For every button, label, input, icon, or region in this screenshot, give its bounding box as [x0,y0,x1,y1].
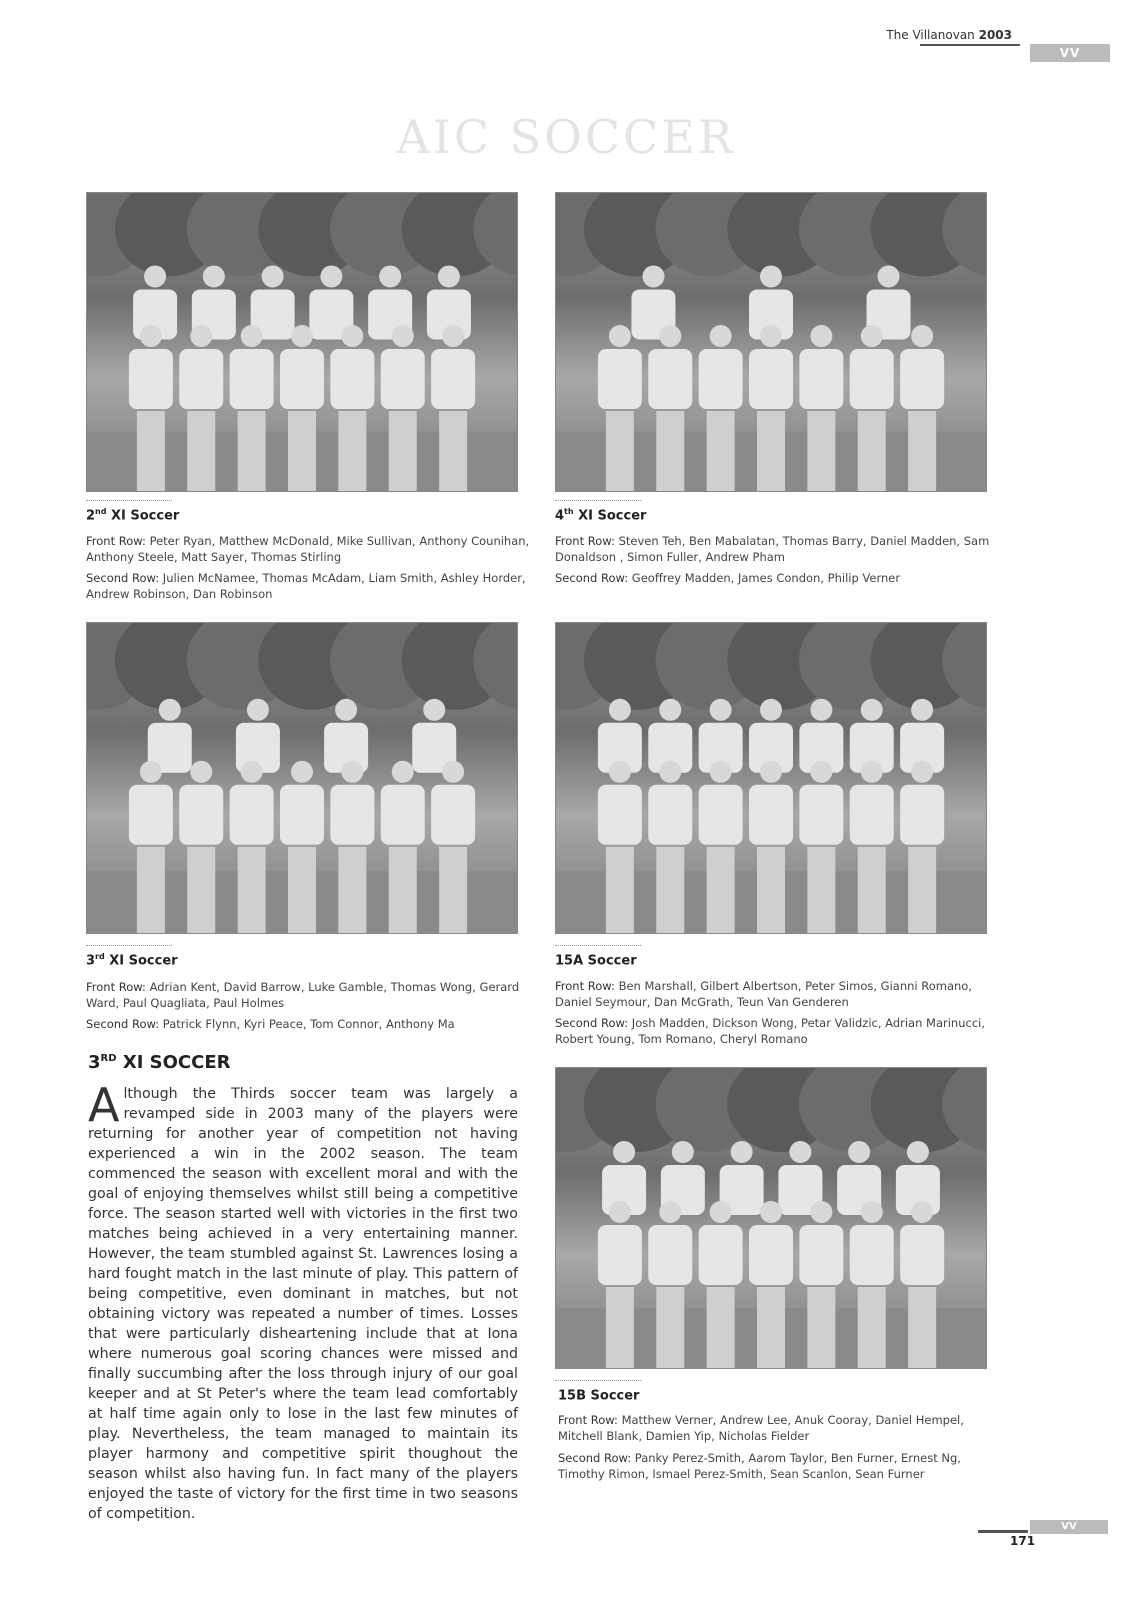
article-text: lthough the Thirds soccer team was largely a revamped side in 2003 many of the players were returning for another year of competition not having experienced a win in the 2002 season. The team commenced the season with excellent moral and with the goal of enjoying themselves whilst still being a competitive force. The season started well with victories in the first two matches being achieved in a very entertaining manner. However, the team stumbled against St. Lawrences losing a hard fought match in the last minute of play. This pattern of being competitive, even dominant in matches, but not obtaining victory was repeated a number of times. Losses that were particularly disheartening include that at Iona where numerous goal scoring chances were missed and finally succumbing after the loss through injury of our goal keeper and at St Peter's where the team lead comfortably at half time again only to lose in the last few minutes of play. Nevertheless, the team managed to maintain its player harmony and competitive spirit thoughout the season whilst also having fun. In fact many of the players enjoyed the taste of victory for the first time in two seasons of competition. [88,1086,518,1522]
team-photo-2nd-xi [86,192,518,492]
footer-rule [978,1530,1028,1533]
page-number: 171 [1010,1534,1036,1548]
caption-second-row-3rd-xi: Second Row: Patrick Flynn, Kyri Peace, Tom Connor, Anthony Ma [86,1017,455,1031]
caption-rule [555,1380,641,1381]
caption-front-row-15a: Front Row: Ben Marshall, Gilbert Albertson, Peter Simos, Gianni Romano, Daniel Seymour, Dan McGrath, Teun Van Genderen [555,979,972,1009]
header-rule [920,44,1020,46]
caption-second-row-15b: Second Row: Panky Perez-Smith, Aarom Taylor, Ben Furner, Ernest Ng, Timothy Rimon, Ismael Perez-Smith, Sean Scanlon, Sean Furner [558,1451,961,1481]
caption-front-row-4th-xi: Front Row: Steven Teh, Ben Mabalatan, Thomas Barry, Daniel Madden, Sam Donaldson , Simon Fuller, Andrew Pham [555,534,990,564]
footer-logo: VV [1030,1520,1108,1534]
caption-rule [86,500,172,501]
caption-second-row-4th-xi: Second Row: Geoffrey Madden, James Condon, Philip Verner [555,571,901,585]
caption-title-15a: 15A Soccer [555,953,637,969]
team-photo-15a [555,622,987,934]
villanova-logo: VV [1030,44,1110,62]
caption-front-row-3rd-xi: Front Row: Adrian Kent, David Barrow, Luke Gamble, Thomas Wong, Gerard Ward, Paul Quagliata, Paul Holmes [86,980,520,1010]
caption-title-15b: 15B Soccer [558,1388,640,1404]
caption-front-row-15b: Front Row: Matthew Verner, Andrew Lee, Anuk Cooray, Daniel Hempel, Mitchell Blank, Damien Yip, Nicholas Fielder [558,1413,964,1443]
caption-rule [555,945,641,946]
publication-header: The Villanovan 2003 [886,28,1012,42]
caption-rule [555,500,641,501]
team-photo-15b [555,1067,987,1369]
drop-cap: A [88,1078,120,1132]
team-photo-4th-xi [555,192,987,492]
caption-title-3rd-xi: 3rd XI Soccer [86,952,178,969]
team-photo-3rd-xi [86,622,518,934]
caption-title-4th-xi: 4th XI Soccer [555,507,647,524]
page-title: AIC SOCCER [396,110,736,164]
caption-title-2nd-xi: 2nd XI Soccer [86,507,180,524]
caption-front-row-2nd-xi: Front Row: Peter Ryan, Matthew McDonald, Mike Sullivan, Anthony Counihan, Anthony Steele, Matt Sayer, Thomas Stirling [86,534,530,564]
article-heading: 3RD XI SOCCER [88,1052,231,1073]
article-body [88,1078,518,1524]
caption-second-row-15a: Second Row: Josh Madden, Dickson Wong, Petar Validzic, Adrian Marinucci, Robert Young, Tom Romano, Cheryl Romano [555,1016,986,1046]
caption-second-row-2nd-xi: Second Row: Julien McNamee, Thomas McAdam, Liam Smith, Ashley Horder, Andrew Robinson, Dan Robinson [86,571,526,601]
caption-rule [86,945,172,946]
